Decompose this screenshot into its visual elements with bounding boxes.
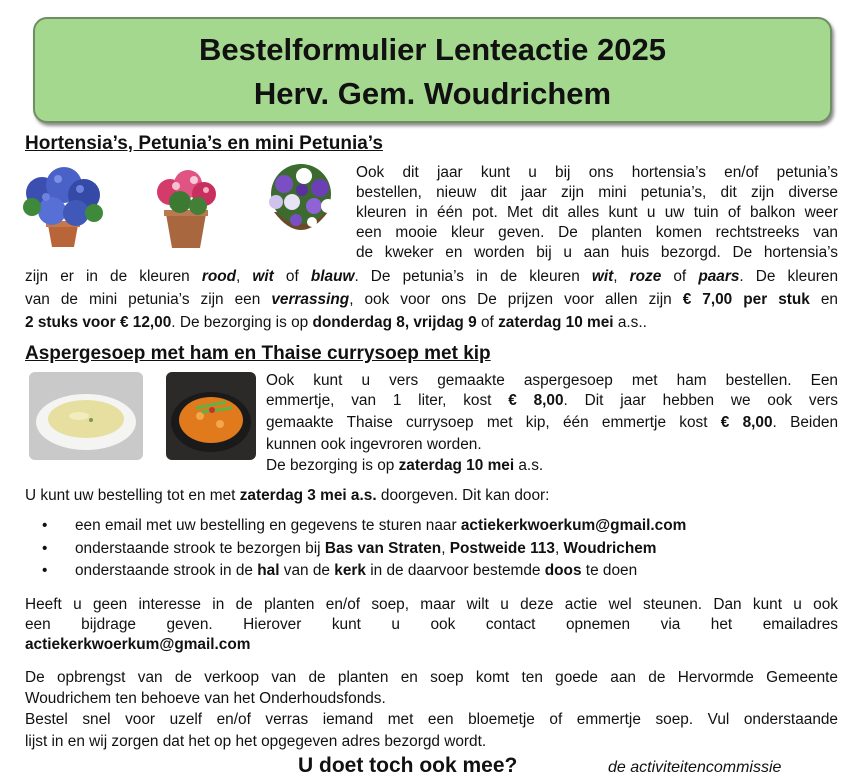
title-line-1: Bestelformulier Lenteactie 2025 [199,32,666,67]
soup-delivery-line: De bezorging is op zaterdag 10 mei a.s. [266,457,544,474]
contact-name: Bas van Straten [324,540,442,557]
plants-delivery-line: 2 stuks voor € 12,00. De bezorging is op donderdag 8, vrijdag 9 of zaterdag 10 mei a.s.. [25,314,647,331]
aspergesoep-photo [29,372,143,460]
list-item: • onderstaande strook in de hal van de kerk in de daarvoor bestemde doos te doen [42,562,638,579]
contact-city: Woudrichem [563,540,657,557]
color-roze: roze [629,268,662,285]
plants-price-line: van de mini petunia’s zijn een verrassing, ook voor ons De prijzen voor allen zijn € 7,00 per stuk en [25,291,838,308]
soup-text-line-3: gemaakte Thaise currysoep met kip, één emmertje kost € 8,00. Beiden [266,414,838,431]
section-heading-soup: Aspergesoep met ham en Thaise currysoep met kip [25,343,491,364]
mini-petunia-photo [256,162,346,248]
order-email[interactable]: actiekerkwoerkum@gmail.com [460,517,687,534]
bullet-icon: • [42,562,48,579]
soup-price-curry: € 8,00 [720,414,773,431]
list-item: • een email met uw bestelling en gegevens te sturen naar actiekerkwoerkum@gmail.com [42,517,687,534]
surprise-word: verrassing [271,291,350,308]
proceeds-line-1: De opbrengst van de verkoop van de planten en soep komt ten goede aan de Hervormde Gemeente [25,669,838,686]
price-two-pieces: 2 stuks voor € 12,00 [25,314,172,331]
soup-delivery-date: zaterdag 10 mei [398,457,515,474]
bullet-icon: • [42,517,48,534]
color-paars: paars [698,268,740,285]
color-rood: rood [201,268,237,285]
hortensia-photo [22,163,104,249]
proceeds-line-4: lijst in en wij zorgen dat het op het opgegeven adres bezorgd wordt. [25,733,487,750]
section-heading-plants: Hortensia’s, Petunia’s en mini Petunia’s [25,133,383,154]
bullet-icon: • [42,540,48,557]
delivery-saturday: zaterdag 10 mei [498,314,614,331]
support-email: actiekerkwoerkum@gmail.com [25,636,251,653]
petunia-photo [150,166,222,250]
soup-text-line-4: kunnen ook ingevroren worden. [266,436,482,453]
title-line-2: Herv. Gem. Woudrichem [253,76,612,111]
plants-text-line: kleuren in één pot. Met dit alles kunt u uw tuin of balkon weer [356,204,838,221]
plants-text-line: een mooie kleur geven. De planten komen rechtstreeks van [356,224,838,241]
color-wit-petunia: wit [591,268,614,285]
color-blauw: blauw [310,268,355,285]
soup-text-line-2: emmertje, van 1 liter, kost € 8,00. Dit jaar hebben we ook vers [266,392,838,409]
color-wit: wit [252,268,274,285]
plants-text-line: de kweker en worden bij u aan huis bezorgd. De hortensia’s [356,244,838,261]
title-banner [33,17,832,123]
soup-price-asperge: € 8,00 [508,392,564,409]
proceeds-line-2: Woudrichem ten behoeve van het Onderhoudsfonds. [25,690,386,707]
price-per-piece: € 7,00 per stuk [682,291,810,308]
soup-text-line-1: Ook kunt u vers gemaakte aspergesoep met ham bestellen. Een [266,372,838,389]
order-deadline: zaterdag 3 mei a.s. [239,487,377,504]
signature: de activiteitencommissie [608,759,782,776]
support-line-2: een bijdrage geven. Hierover kunt u ook contact opnemen via het emailadres [25,616,838,633]
delivery-days: donderdag 8, vrijdag 9 [312,314,477,331]
contact-street: Postweide 113 [449,540,555,557]
currysoep-photo [166,372,256,460]
call-to-action: U doet toch ook mee? [298,754,518,777]
support-line-1: Heeft u geen interesse in de planten en/of soep, maar wilt u deze actie wel steunen. Dan kunt u ook [25,596,838,613]
list-item: • onderstaande strook te bezorgen bij Bas van Straten, Postweide 113, Woudrichem [42,540,657,557]
proceeds-line-3: Bestel snel voor uzelf en/of verras iemand met een bloemetje of emmertje soep. Vul onderstaande [25,711,838,728]
plants-colors-line: zijn er in de kleuren rood, wit of blauw. De petunia’s in de kleuren wit, roze of paars. De kleuren [25,268,839,285]
order-intro: U kunt uw bestelling tot en met zaterdag 3 mei a.s. doorgeven. Dit kan door: [25,487,550,504]
plants-text-line: bestellen, nieuw dit jaar zijn mini petunia’s, dit zijn diverse [356,184,838,201]
plants-text-line: Ook dit jaar kunt u bij ons hortensia’s en/of petunia’s [356,164,838,181]
